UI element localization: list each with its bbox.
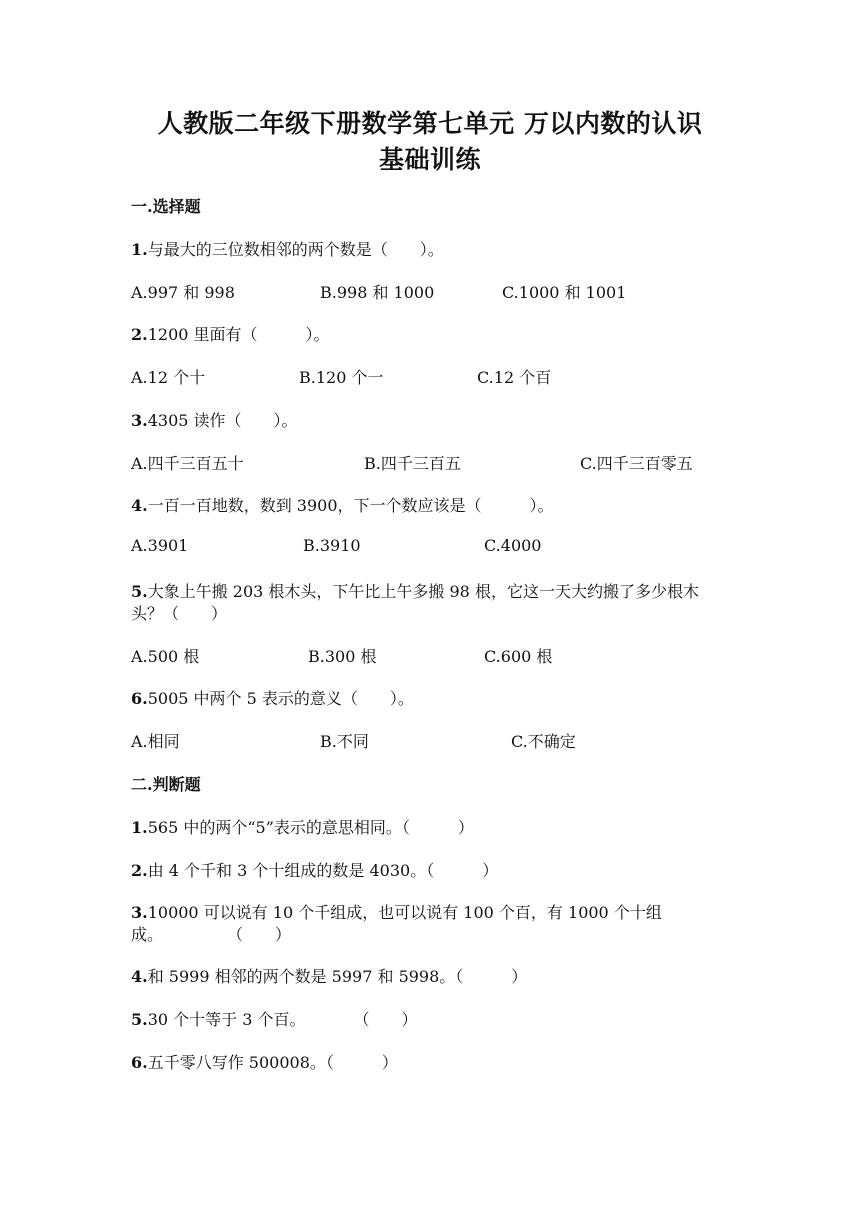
option-a: A.500 根 bbox=[131, 647, 200, 666]
question-3 bbox=[131, 408, 298, 431]
option-b: B.300 根 bbox=[308, 647, 377, 666]
question-5-continued: 头？（ ） bbox=[131, 604, 228, 623]
judgment-6 bbox=[131, 1050, 398, 1073]
option-a: A.997 和 998 bbox=[131, 283, 235, 302]
judgment-5 bbox=[131, 1007, 418, 1030]
question-text: 1200 里面有（ ）。 bbox=[147, 325, 330, 344]
title-line-2: 基础训练 bbox=[378, 145, 481, 174]
judgment-3 bbox=[131, 900, 662, 923]
section-heading-judgment: 二.判断题 bbox=[131, 775, 201, 794]
option-a: A.相同 bbox=[131, 732, 180, 751]
judgment-3-continued: 成。 （ ） bbox=[131, 925, 292, 944]
question-number: 1. bbox=[131, 818, 148, 837]
question-number: 3. bbox=[131, 411, 148, 430]
question-text: 大象上午搬 203 根木头，下午比上午多搬 98 根，它这一天大约搬了多少根木 bbox=[147, 582, 699, 601]
question-number: 2. bbox=[131, 325, 148, 344]
question-text: 30 个十等于 3 个百。 （ ） bbox=[147, 1010, 418, 1029]
option-b: B.不同 bbox=[320, 732, 369, 751]
question-text: 五千零八写作 500008。（ ） bbox=[147, 1053, 398, 1072]
question-number: 6. bbox=[131, 689, 148, 708]
question-text: 和 5999 相邻的两个数是 5997 和 5998。（ ） bbox=[147, 967, 528, 986]
question-text: 4305 读作（ ）。 bbox=[147, 411, 298, 430]
question-text: 与最大的三位数相邻的两个数是（ ）。 bbox=[147, 240, 444, 259]
option-a: A.四千三百五十 bbox=[131, 454, 244, 473]
option-c: C.4000 bbox=[484, 536, 542, 555]
question-text: 565 中的两个“5”表示的意思相同。（ ） bbox=[147, 818, 474, 837]
judgment-2 bbox=[131, 858, 498, 881]
question-number: 1. bbox=[131, 240, 148, 259]
option-c: C.不确定 bbox=[511, 732, 576, 751]
question-4 bbox=[131, 493, 554, 516]
judgment-4 bbox=[131, 964, 527, 987]
question-number: 5. bbox=[131, 1010, 148, 1029]
question-number: 2. bbox=[131, 861, 148, 880]
option-c: C.四千三百零五 bbox=[580, 454, 693, 473]
option-b: B.120 个一 bbox=[299, 368, 384, 387]
option-c: C.600 根 bbox=[484, 647, 553, 666]
option-c: C.12 个百 bbox=[477, 368, 552, 387]
question-number: 6. bbox=[131, 1053, 148, 1072]
question-1 bbox=[131, 237, 444, 260]
section-heading-choice: 一.选择题 bbox=[131, 197, 201, 216]
question-number: 3. bbox=[131, 903, 148, 922]
option-b: B.3910 bbox=[303, 536, 361, 555]
option-c: C.1000 和 1001 bbox=[502, 283, 627, 302]
judgment-1 bbox=[131, 815, 474, 838]
title-line-1: 人教版二年级下册数学第七单元 万以内数的认识 bbox=[157, 109, 703, 138]
question-number: 4. bbox=[131, 496, 148, 515]
question-2 bbox=[131, 322, 330, 345]
option-a: A.12 个十 bbox=[131, 368, 206, 387]
question-number: 4. bbox=[131, 967, 148, 986]
question-5 bbox=[131, 579, 699, 602]
question-text: 5005 中两个 5 表示的意义（ ）。 bbox=[147, 689, 414, 708]
option-a: A.3901 bbox=[131, 536, 189, 555]
question-6 bbox=[131, 686, 414, 709]
question-text: 10000 可以说有 10 个千组成，也可以说有 100 个百，有 1000 个十组 bbox=[147, 903, 662, 922]
option-b: B.998 和 1000 bbox=[320, 283, 435, 302]
question-text: 一百一百地数，数到 3900，下一个数应该是（ ）。 bbox=[147, 496, 554, 515]
question-number: 5. bbox=[131, 582, 148, 601]
question-text: 由 4 个千和 3 个十组成的数是 4030。（ ） bbox=[147, 861, 499, 880]
option-b: B.四千三百五 bbox=[364, 454, 461, 473]
